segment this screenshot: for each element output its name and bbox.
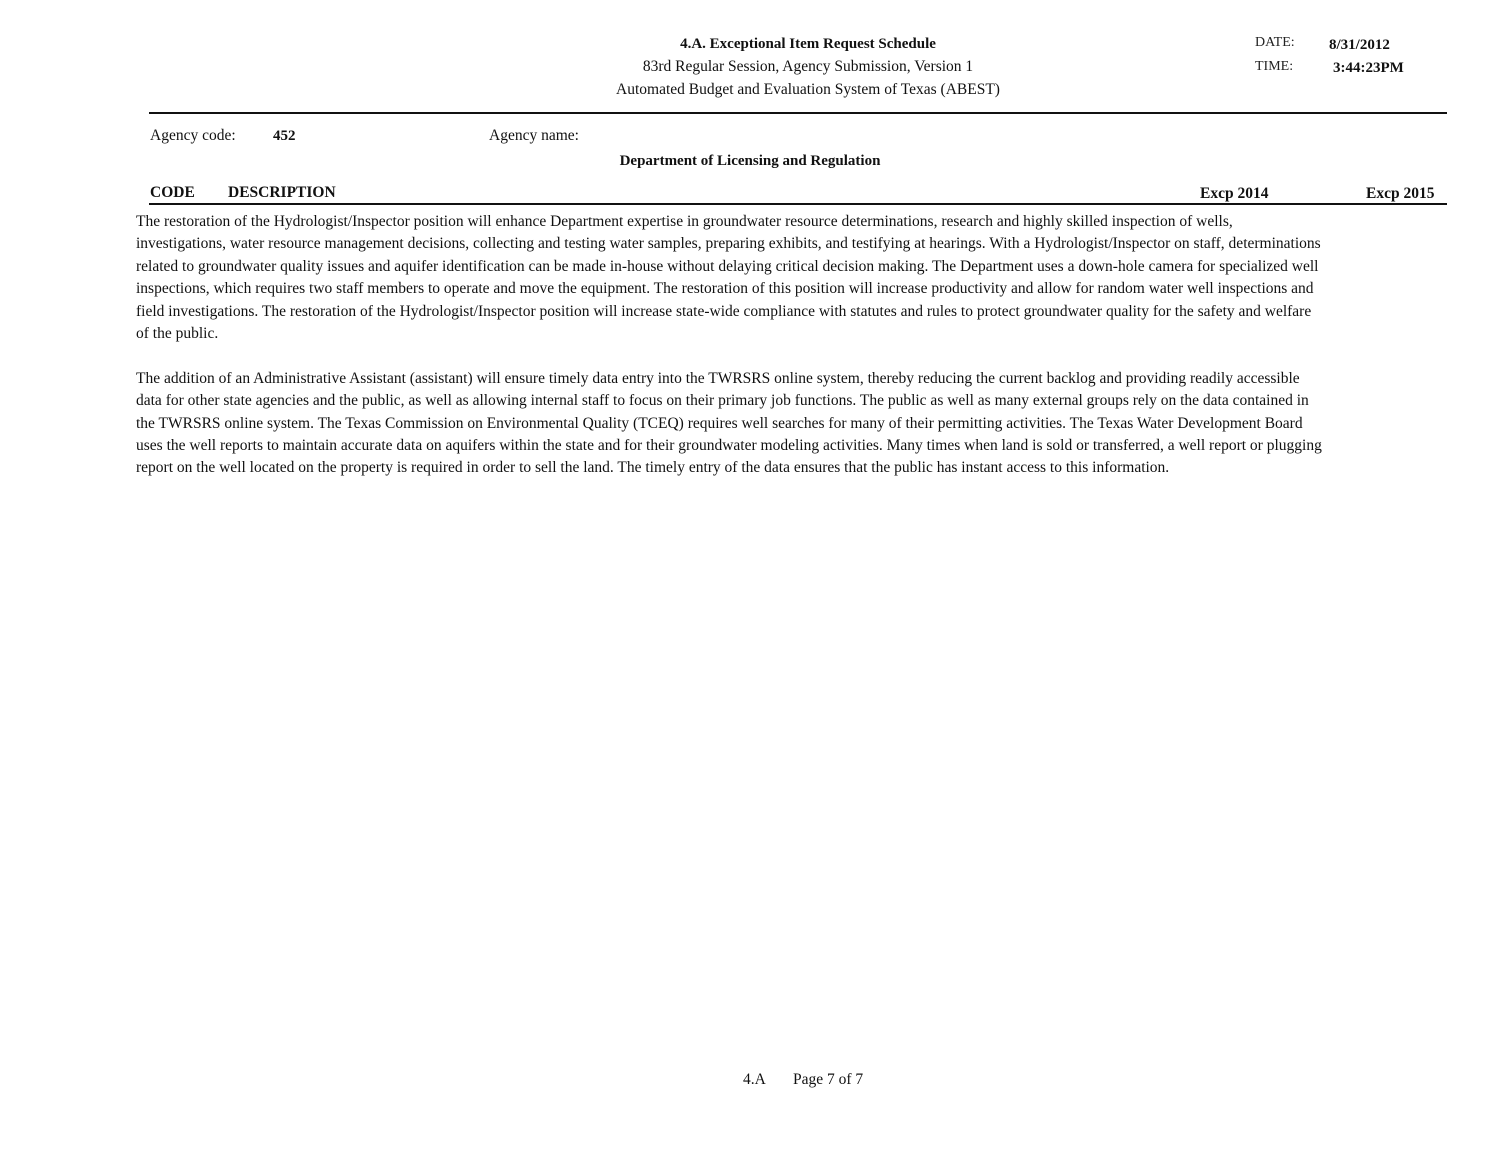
description-paragraph-2: The addition of an Administrative Assistant (assistant) will ensure timely data entry into the TWRSRS online system, thereby reducing the current backlog and providing readily accessible data for other state agencies and the public, as well as allowing internal staff to focus on their primary job functions. The public as well as many external groups rely on the data contained in the TWRSRS online system. The Texas Commission on Environmental Quality (TCEQ) requires well searches for many of their permitting activities. The Texas Water Development Board uses the well reports to maintain accurate data on aquifers within the state and for their groundwater modeling activities. Many times when land is sold or transferred, a well report or plugging report on the well located on the property is required in order to sell the land. The timely entry of the data ensures that the public has instant access to this information.: [136, 369, 1322, 477]
agency-name-value: Department of Licensing and Regulation: [619, 153, 881, 169]
column-header-description: DESCRIPTION: [228, 184, 336, 201]
agency-code-label: Agency code:: [150, 127, 236, 144]
time-label: TIME:: [1255, 59, 1294, 74]
date-value: 8/31/2012: [1329, 37, 1390, 53]
description-paragraph-1: The restoration of the Hydrologist/Inspector position will enhance Department expertise in groundwater resource determinations, research and highly skilled inspection of wells, investigations, water resource management decisions, collecting and testing water samples, preparing exhibits, and testifying at hearings. With a Hydrologist/Inspector on staff, determinations related to groundwater quality issues and aquifer identification can be made in-house without delaying critical decision making. The Department uses a down-hole camera for specialized well inspections, which requires two staff members to operate and move the equipment. The restoration of this position will increase productivity and allow for random water well inspections and field investigations. The restoration of the Hydrologist/Inspector position will increase state-wide compliance with statutes and rules to protect groundwater quality for the safety and welfare of the public.: [136, 213, 1321, 343]
column-header-code: CODE: [150, 184, 195, 201]
description-body: [136, 211, 1326, 502]
schedule-title: 4.A. Exceptional Item Request Schedule: [680, 36, 936, 52]
session-subtitle: 83rd Regular Session, Agency Submission, Version 1: [642, 58, 974, 75]
column-header-divider: [149, 203, 1447, 205]
system-subtitle: Automated Budget and Evaluation System of Texas (ABEST): [616, 81, 1000, 98]
date-label: DATE:: [1255, 35, 1295, 50]
time-value: 3:44:23PM: [1333, 60, 1404, 76]
column-header-excp-2014: Excp 2014: [1200, 185, 1269, 202]
column-header-excp-2015: Excp 2015: [1366, 185, 1435, 202]
header-divider: [149, 112, 1447, 114]
agency-code-value: 452: [273, 128, 296, 144]
footer-section: 4.A: [743, 1071, 766, 1088]
footer-page-number: Page 7 of 7: [793, 1071, 864, 1088]
agency-name-label: Agency name:: [489, 127, 579, 144]
